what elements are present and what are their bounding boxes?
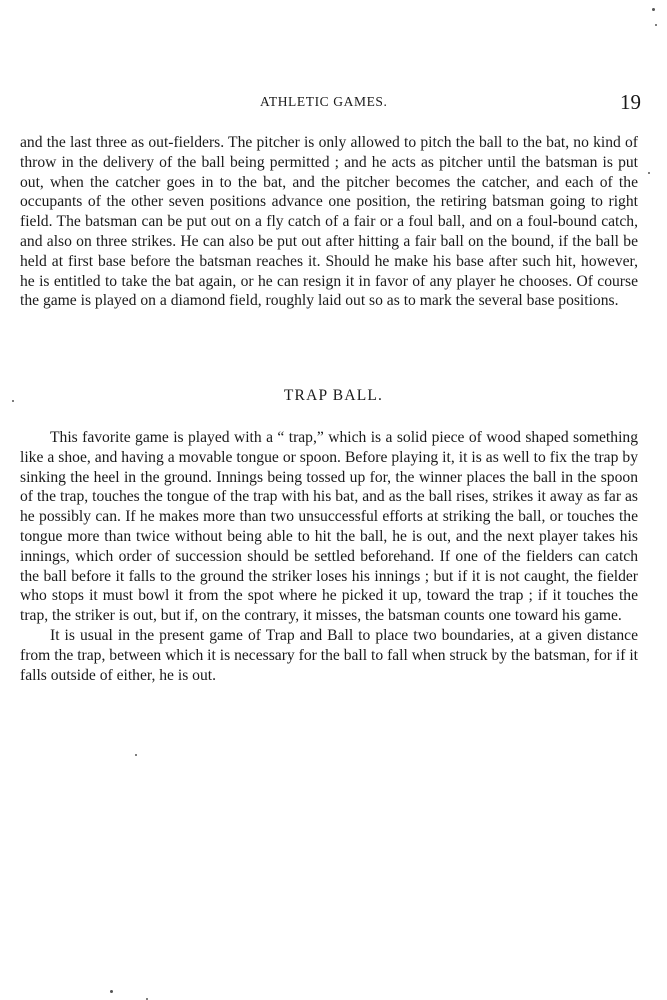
page-number: 19 (620, 90, 641, 114)
print-speck (655, 24, 657, 26)
print-speck (648, 172, 650, 174)
section-heading: TRAP BALL. (283, 387, 384, 404)
opening-text-block (20, 133, 638, 311)
running-head (0, 90, 667, 116)
paragraph-2: It is usual in the present game of Trap and Ball to place two boundaries, at a given distance from the trap, between which it is necessary for the ball to fall when struck by the batsman, for if it falls outside of either, he is out. (20, 626, 638, 684)
print-speck (110, 990, 113, 993)
print-speck (135, 754, 137, 756)
running-title: ATHLETIC GAMES. (260, 94, 388, 109)
print-speck (12, 400, 14, 402)
paragraph-1: This favorite game is played with a “ trap,” which is a solid piece of wood shaped something like a shoe, and having a movable tongue or spoon. Before playing it, it is as well to fix the trap by sinking the heel in the ground. Innings being tossed up for, the winner places the ball in the spoon of the trap, touches the tongue of the trap with his bat, and as the ball rises, strikes it away as far as he possibly can. If he makes more than two unsuccessful efforts at striking the ball, or touches the tongue more than twice without being able to hit the ball, he is out, and the next player takes his innings, which order of succession should be settled beforehand. If one of the fielders can catch the ball before it falls to the ground the striker loses his innings ; but if it is not caught, the fielder who stops it must bowl it from the spot where he picked it up, toward the trap ; if it touches the trap, the striker is out, but if, on the contrary, it misses, the batsman counts one toward his game. (20, 429, 638, 625)
trap-ball-text-block (20, 428, 638, 685)
print-speck (652, 8, 655, 11)
opening-paragraph: and the last three as out-fielders. The pitcher is only allowed to pitch the ball to the bat, no kind of throw in the delivery of the ball being permitted ; and he acts as pitcher until the batsman is put out, when the catcher goes in to the bat, and the pitcher becomes the catcher, and each of the occupants of the other seven positions advance one position, the retiring batsman going to right field. The batsman can be put out on a fly catch of a fair or a foul ball, and on a foul-bound catch, and also on three strikes. He can also be put out after hitting a fair ball on the bound, if the ball be held at first base before the batsman reaches it. Should he make his base after such hit, however, he is entitled to take the bat again, or he can resign it in favor of any player he chooses. Of course the game is played on a diamond field, roughly laid out so as to mark the several base positions. (20, 134, 638, 310)
